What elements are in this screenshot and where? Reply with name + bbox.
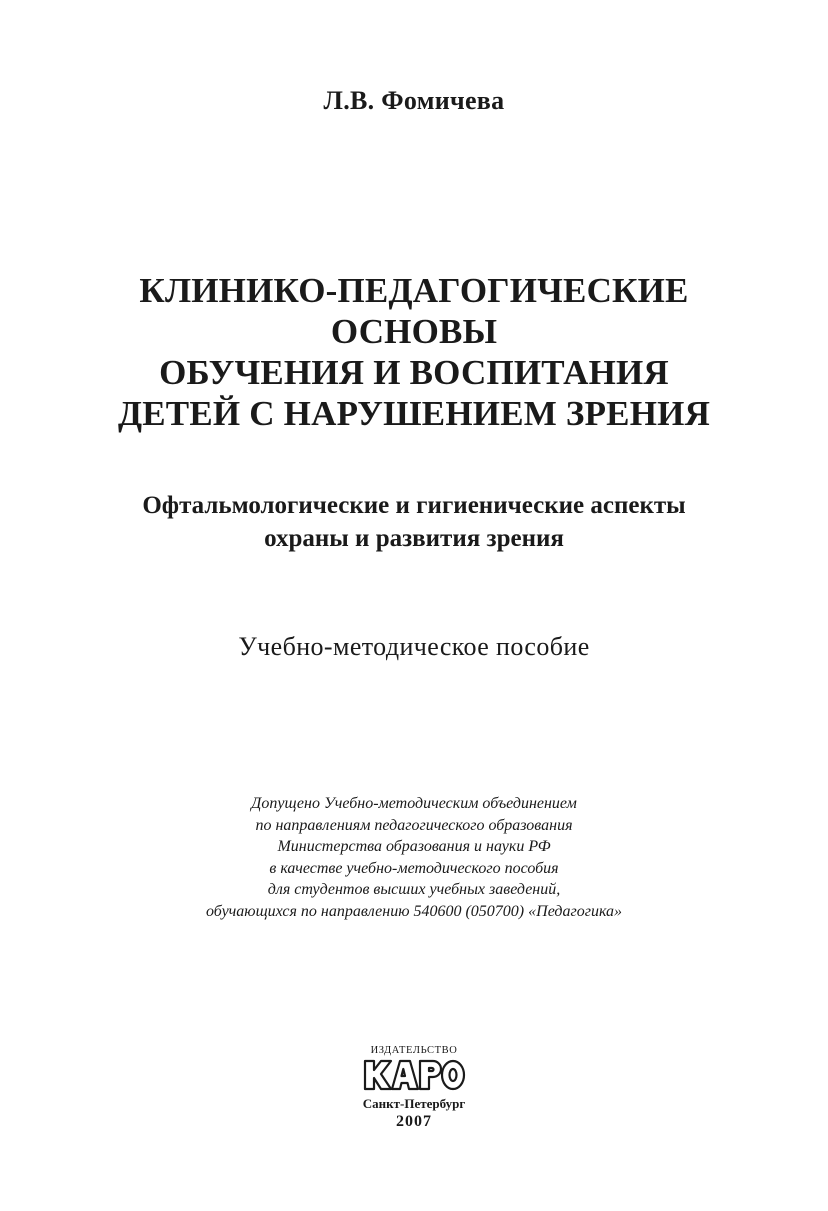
publisher-block [0, 1045, 828, 1131]
approval-line: Министерства образования и науки РФ [277, 838, 551, 855]
book-title-line: ДЕТЕЙ С НАРУШЕНИЕМ ЗРЕНИЯ [117, 394, 711, 433]
approval-line: обучающихся по направлению 540600 (050700) «Педагогика» [205, 902, 623, 920]
book-title [0, 270, 828, 434]
book-subtitle-line: Офтальмологические и гигиенические аспекты [142, 492, 686, 519]
approval-line: по направлениям педагогического образования [255, 816, 573, 834]
publisher-label: ИЗДАТЕЛЬСТВО [370, 1045, 458, 1056]
publisher-logo [362, 1057, 466, 1093]
approval-line: Допущено Учебно-методическим объединением [251, 795, 577, 812]
book-title-line: ОСНОВЫ [330, 312, 498, 351]
book-title-line: ОБУЧЕНИЯ И ВОСПИТАНИЯ [159, 353, 669, 392]
approval-note [0, 793, 828, 922]
publication-year: 2007 [396, 1113, 432, 1130]
book-title-line: КЛИНИКО-ПЕДАГОГИЧЕСКИЕ [139, 271, 689, 310]
approval-line: в качестве учебно-методического пособия [269, 859, 559, 877]
author-name: Л.В. Фомичева [323, 86, 505, 115]
book-genre: Учебно-методическое пособие [238, 632, 590, 661]
book-subtitle-line: охраны и развития зрения [264, 525, 564, 552]
book-subtitle [0, 489, 828, 555]
approval-line: для студентов высших учебных заведений, [267, 881, 561, 898]
publisher-city: Санкт-Петербург [362, 1096, 466, 1111]
